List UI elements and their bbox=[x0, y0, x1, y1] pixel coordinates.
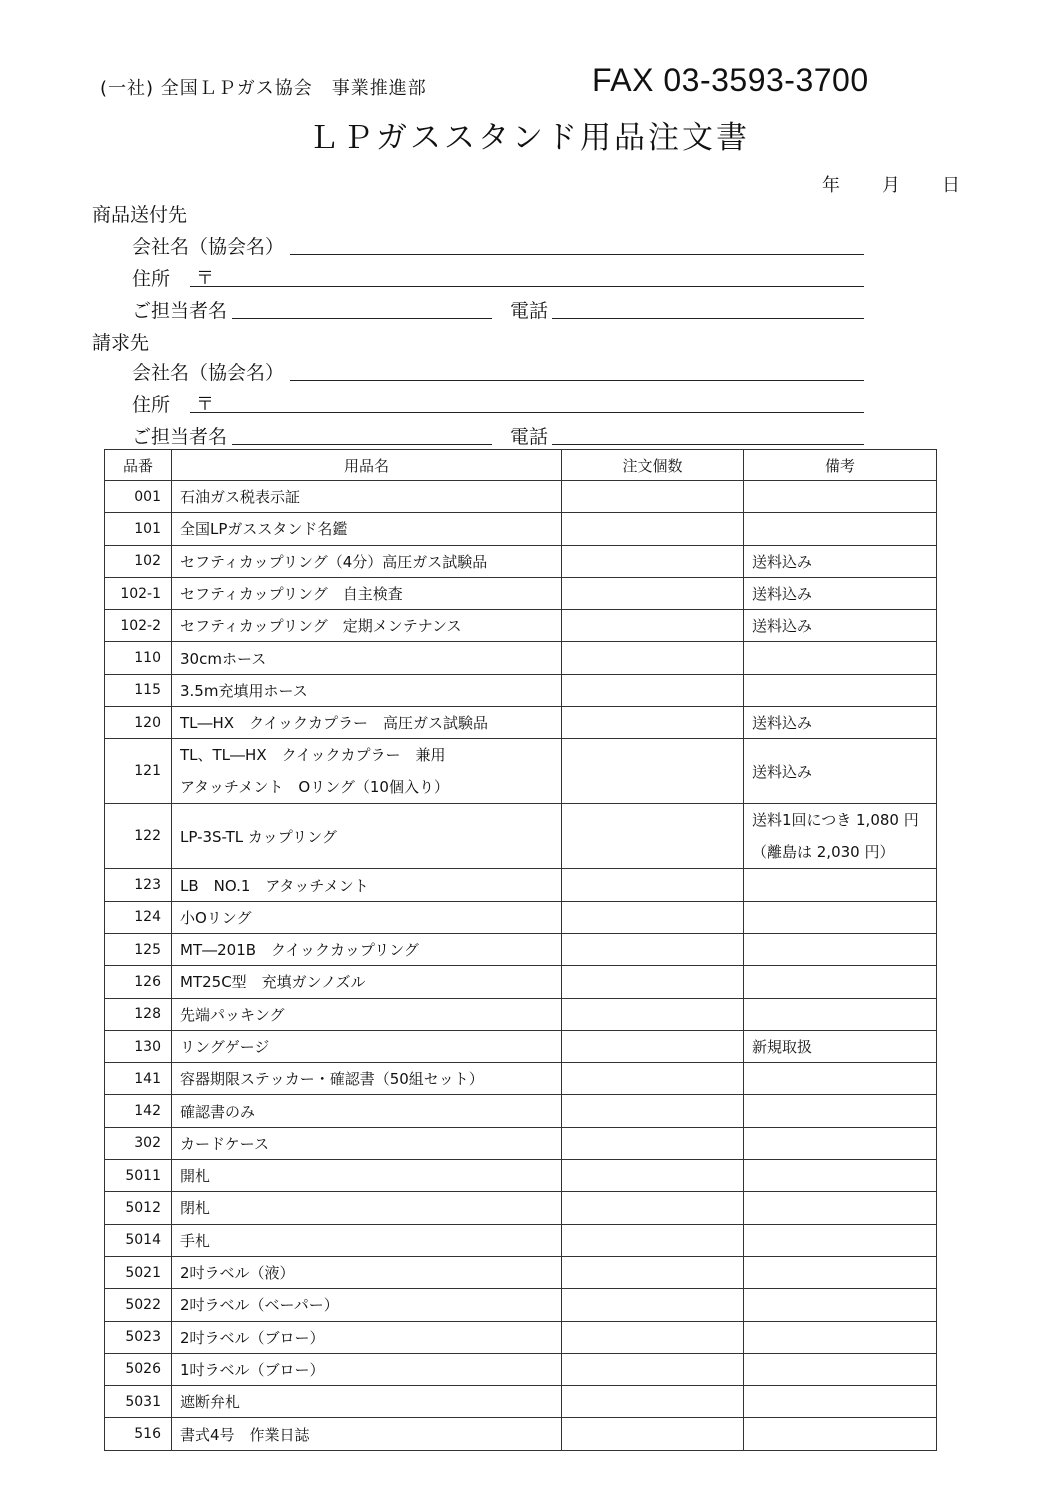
table-row bbox=[105, 998, 937, 1030]
table-row bbox=[105, 1418, 937, 1450]
item-remarks bbox=[744, 1386, 937, 1418]
item-name: 2吋ラベル（ベーパー） bbox=[172, 1289, 562, 1321]
item-remarks bbox=[744, 1289, 937, 1321]
order-quantity-cell[interactable] bbox=[562, 1192, 744, 1224]
order-quantity-cell[interactable] bbox=[562, 1321, 744, 1353]
order-quantity-cell[interactable] bbox=[562, 1030, 744, 1062]
billing-address-field[interactable] bbox=[190, 412, 864, 413]
order-quantity-cell[interactable] bbox=[562, 998, 744, 1030]
item-remarks: 送料込み bbox=[744, 577, 937, 609]
page-title: ＬＰガススタンド用品注文書 bbox=[308, 120, 750, 156]
table-row bbox=[105, 804, 937, 869]
item-remarks bbox=[744, 933, 937, 965]
shipping-company-label: 会社名（協会名） bbox=[132, 236, 285, 258]
billing-phone-label: 電話 bbox=[510, 426, 549, 448]
item-name: 全国LPガススタンド名鑑 bbox=[172, 513, 562, 545]
item-code: 516 bbox=[105, 1418, 172, 1450]
item-remarks-line1: 送料1回につき 1,080 円 bbox=[752, 811, 919, 830]
item-code: 115 bbox=[105, 674, 172, 706]
item-remarks bbox=[744, 513, 937, 545]
billing-section-label: 請求先 bbox=[92, 332, 150, 354]
table-row bbox=[105, 869, 937, 901]
table-row bbox=[105, 1030, 937, 1062]
header-item-name: 用品名 bbox=[172, 450, 562, 481]
order-quantity-cell[interactable] bbox=[562, 513, 744, 545]
item-name: MT25C型 充填ガンノズル bbox=[172, 966, 562, 998]
shipping-phone-label: 電話 bbox=[510, 300, 549, 322]
item-name: セフティカップリング 自主検査 bbox=[172, 577, 562, 609]
header-remarks: 備考 bbox=[744, 450, 937, 481]
order-quantity-cell[interactable] bbox=[562, 1289, 744, 1321]
item-code: 124 bbox=[105, 901, 172, 933]
organization-name: (一社) 全国ＬＰガス協会 事業推進部 bbox=[100, 78, 427, 99]
shipping-phone-field[interactable] bbox=[552, 318, 864, 319]
table-row bbox=[105, 933, 937, 965]
item-name: 閉札 bbox=[172, 1192, 562, 1224]
billing-contact-field[interactable] bbox=[232, 444, 492, 445]
shipping-address-field[interactable] bbox=[190, 286, 864, 287]
order-quantity-cell[interactable] bbox=[562, 1063, 744, 1095]
order-quantity-cell[interactable] bbox=[562, 481, 744, 513]
item-code: 5014 bbox=[105, 1224, 172, 1256]
billing-address-label: 住所 bbox=[132, 394, 171, 416]
table-row bbox=[105, 1321, 937, 1353]
item-remarks: 送料込み bbox=[744, 545, 937, 577]
item-code: 102-2 bbox=[105, 610, 172, 642]
table-row bbox=[105, 901, 937, 933]
table-row bbox=[105, 739, 937, 804]
order-quantity-cell[interactable] bbox=[562, 1224, 744, 1256]
order-quantity-cell[interactable] bbox=[562, 1386, 744, 1418]
item-name: 30cmホース bbox=[172, 642, 562, 674]
item-name: 2吋ラベル（液） bbox=[172, 1256, 562, 1288]
order-quantity-cell[interactable] bbox=[562, 739, 744, 804]
shipping-address-label: 住所 bbox=[132, 268, 171, 290]
table-row bbox=[105, 1095, 937, 1127]
item-remarks bbox=[744, 1418, 937, 1450]
item-remarks bbox=[744, 1095, 937, 1127]
item-code: 142 bbox=[105, 1095, 172, 1127]
order-quantity-cell[interactable] bbox=[562, 901, 744, 933]
item-name: 手札 bbox=[172, 1224, 562, 1256]
shipping-contact-field[interactable] bbox=[232, 318, 492, 319]
order-quantity-cell[interactable] bbox=[562, 610, 744, 642]
table-row bbox=[105, 707, 937, 739]
item-code: 125 bbox=[105, 933, 172, 965]
order-quantity-cell[interactable] bbox=[562, 804, 744, 869]
item-code: 128 bbox=[105, 998, 172, 1030]
table-row bbox=[105, 966, 937, 998]
item-name: 容器期限ステッカー・確認書（50組セット） bbox=[172, 1063, 562, 1095]
item-name: 書式4号 作業日誌 bbox=[172, 1418, 562, 1450]
item-name: 3.5m充填用ホース bbox=[172, 674, 562, 706]
item-remarks bbox=[744, 642, 937, 674]
order-items-table bbox=[104, 449, 937, 1451]
item-code: 5023 bbox=[105, 1321, 172, 1353]
item-code: 101 bbox=[105, 513, 172, 545]
item-code: 120 bbox=[105, 707, 172, 739]
billing-contact-label: ご担当者名 bbox=[132, 426, 228, 448]
item-name: セフティカップリング 定期メンテナンス bbox=[172, 610, 562, 642]
order-items-body bbox=[105, 481, 937, 1451]
item-name: リングゲージ bbox=[172, 1030, 562, 1062]
item-remarks bbox=[744, 998, 937, 1030]
table-row bbox=[105, 1192, 937, 1224]
table-row bbox=[105, 674, 937, 706]
item-name: TL―HX クイックカプラー 高圧ガス試験品 bbox=[172, 707, 562, 739]
header-quantity: 注文個数 bbox=[562, 450, 744, 481]
item-remarks: 新規取扱 bbox=[744, 1030, 937, 1062]
table-row bbox=[105, 577, 937, 609]
table-row bbox=[105, 1160, 937, 1192]
table-row bbox=[105, 545, 937, 577]
item-name: 1吋ラベル（ブロー） bbox=[172, 1353, 562, 1385]
order-quantity-cell[interactable] bbox=[562, 577, 744, 609]
item-name bbox=[172, 739, 562, 804]
item-remarks bbox=[744, 1353, 937, 1385]
table-row bbox=[105, 481, 937, 513]
order-quantity-cell[interactable] bbox=[562, 1418, 744, 1450]
item-remarks bbox=[744, 674, 937, 706]
header-item-code: 品番 bbox=[105, 450, 172, 481]
item-code: 110 bbox=[105, 642, 172, 674]
date-month-label: 月 bbox=[882, 175, 900, 196]
order-quantity-cell[interactable] bbox=[562, 966, 744, 998]
table-row bbox=[105, 642, 937, 674]
billing-phone-field[interactable] bbox=[552, 444, 864, 445]
shipping-company-field[interactable] bbox=[290, 254, 864, 255]
item-code: 102 bbox=[105, 545, 172, 577]
item-name: 遮断弁札 bbox=[172, 1386, 562, 1418]
item-code: 5011 bbox=[105, 1160, 172, 1192]
order-quantity-cell[interactable] bbox=[562, 1095, 744, 1127]
fax-number: FAX 03-3593-3700 bbox=[592, 62, 869, 98]
table-row bbox=[105, 610, 937, 642]
item-code: 130 bbox=[105, 1030, 172, 1062]
item-code: 5022 bbox=[105, 1289, 172, 1321]
item-name: 小Oリング bbox=[172, 901, 562, 933]
item-name: 2吋ラベル（ブロー） bbox=[172, 1321, 562, 1353]
table-row bbox=[105, 1256, 937, 1288]
table-row bbox=[105, 513, 937, 545]
table-row bbox=[105, 1289, 937, 1321]
item-remarks bbox=[744, 901, 937, 933]
billing-company-label: 会社名（協会名） bbox=[132, 362, 285, 384]
item-code: 102-1 bbox=[105, 577, 172, 609]
table-header-row bbox=[105, 450, 937, 481]
order-quantity-cell[interactable] bbox=[562, 1127, 744, 1159]
item-remarks bbox=[744, 1192, 937, 1224]
item-code: 122 bbox=[105, 804, 172, 869]
shipping-section-label: 商品送付先 bbox=[92, 204, 188, 226]
item-code: 123 bbox=[105, 869, 172, 901]
item-name: 先端パッキング bbox=[172, 998, 562, 1030]
item-code: 302 bbox=[105, 1127, 172, 1159]
item-name: カードケース bbox=[172, 1127, 562, 1159]
item-code: 126 bbox=[105, 966, 172, 998]
item-name: 確認書のみ bbox=[172, 1095, 562, 1127]
table-row bbox=[105, 1224, 937, 1256]
order-quantity-cell[interactable] bbox=[562, 1160, 744, 1192]
shipping-postal-mark: 〒 bbox=[196, 268, 214, 289]
item-name: LB NO.1 アタッチメント bbox=[172, 869, 562, 901]
item-code: 121 bbox=[105, 739, 172, 804]
item-name: セフティカップリング（4分）高圧ガス試験品 bbox=[172, 545, 562, 577]
item-code: 5031 bbox=[105, 1386, 172, 1418]
order-quantity-cell[interactable] bbox=[562, 1353, 744, 1385]
item-code: 001 bbox=[105, 481, 172, 513]
billing-postal-mark: 〒 bbox=[196, 394, 214, 415]
item-name: MT―201B クイックカップリング bbox=[172, 933, 562, 965]
item-remarks-line2: （離島は 2,030 円） bbox=[752, 843, 895, 862]
order-quantity-cell[interactable] bbox=[562, 707, 744, 739]
date-year-label: 年 bbox=[822, 175, 840, 196]
order-quantity-cell[interactable] bbox=[562, 674, 744, 706]
item-name: 開札 bbox=[172, 1160, 562, 1192]
item-remarks bbox=[744, 966, 937, 998]
item-code: 5012 bbox=[105, 1192, 172, 1224]
order-quantity-cell[interactable] bbox=[562, 642, 744, 674]
item-code: 5026 bbox=[105, 1353, 172, 1385]
table-row bbox=[105, 1353, 937, 1385]
item-name: LP-3S-TL カップリング bbox=[172, 804, 562, 869]
order-quantity-cell[interactable] bbox=[562, 1256, 744, 1288]
billing-company-field[interactable] bbox=[290, 380, 864, 381]
item-remarks: 送料込み bbox=[744, 610, 937, 642]
item-code: 5021 bbox=[105, 1256, 172, 1288]
shipping-contact-label: ご担当者名 bbox=[132, 300, 228, 322]
item-remarks bbox=[744, 1160, 937, 1192]
table-row bbox=[105, 1063, 937, 1095]
item-remarks bbox=[744, 1321, 937, 1353]
item-name-line2: アタッチメント Oリング（10個入り） bbox=[180, 778, 449, 797]
item-remarks: 送料込み bbox=[744, 707, 937, 739]
table-row bbox=[105, 1386, 937, 1418]
item-remarks bbox=[744, 869, 937, 901]
item-remarks bbox=[744, 1127, 937, 1159]
order-quantity-cell[interactable] bbox=[562, 869, 744, 901]
date-day-label: 日 bbox=[942, 175, 960, 196]
item-code: 141 bbox=[105, 1063, 172, 1095]
item-remarks bbox=[744, 1256, 937, 1288]
item-remarks: 送料込み bbox=[744, 739, 937, 804]
item-remarks bbox=[744, 1063, 937, 1095]
item-remarks bbox=[744, 1224, 937, 1256]
item-name-line1: TL、TL―HX クイックカプラー 兼用 bbox=[180, 746, 446, 765]
order-quantity-cell[interactable] bbox=[562, 545, 744, 577]
item-remarks bbox=[744, 481, 937, 513]
table-row bbox=[105, 1127, 937, 1159]
item-name: 石油ガス税表示証 bbox=[172, 481, 562, 513]
item-remarks bbox=[744, 804, 937, 869]
order-quantity-cell[interactable] bbox=[562, 933, 744, 965]
